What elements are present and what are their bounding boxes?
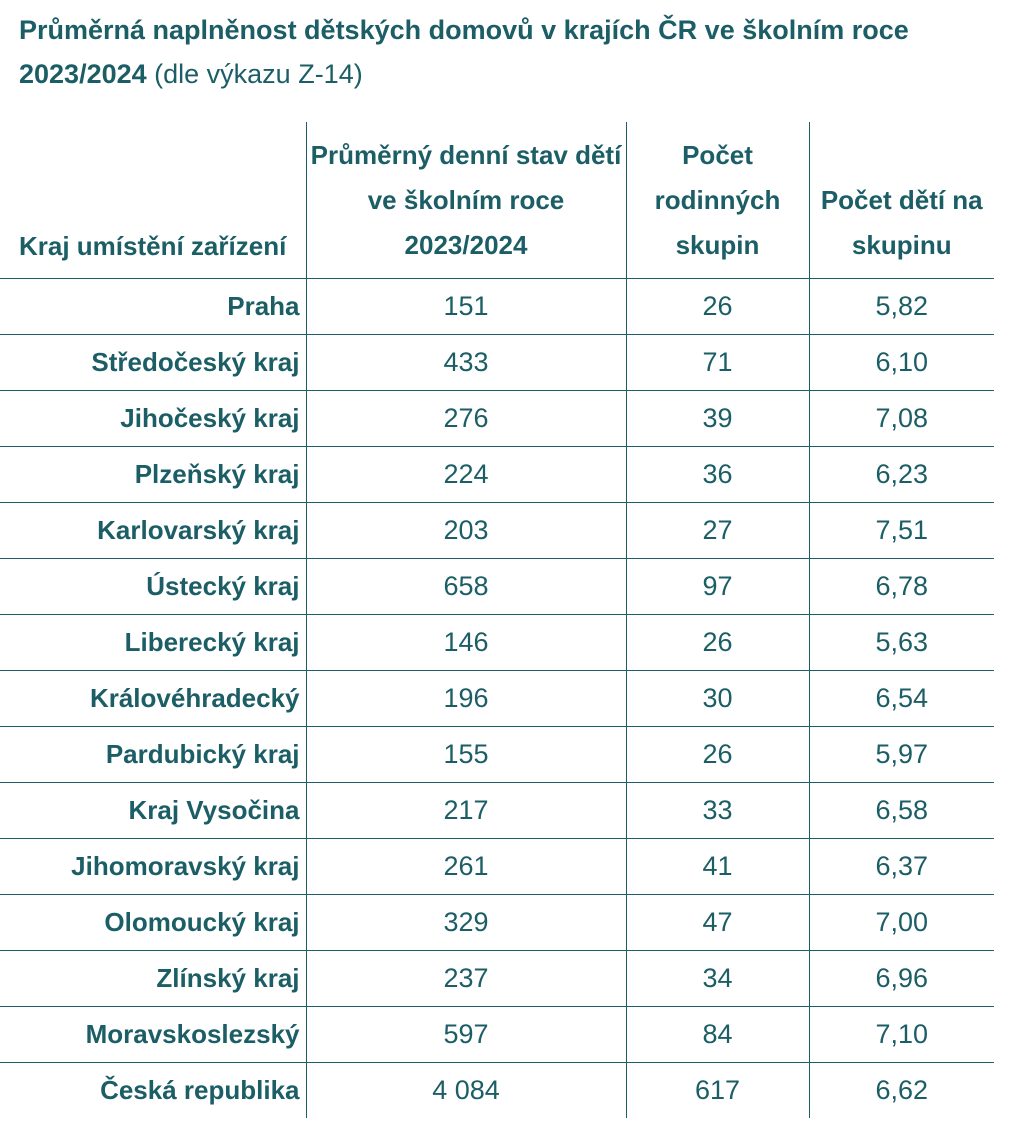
region-name: Pardubický kraj (0, 726, 306, 782)
per-group-value: 7,51 (809, 502, 994, 558)
groups-value: 47 (626, 894, 809, 950)
avg-children-value: 658 (306, 558, 626, 614)
groups-value: 27 (626, 502, 809, 558)
region-name: Praha (0, 278, 306, 334)
avg-children-value: 433 (306, 334, 626, 390)
avg-children-value: 237 (306, 950, 626, 1006)
groups-value: 26 (626, 614, 809, 670)
header-groups: Počet rodinných skupin (626, 122, 809, 278)
table-row (0, 558, 994, 614)
groups-value: 36 (626, 446, 809, 502)
per-group-value: 6,96 (809, 950, 994, 1006)
avg-children-value: 196 (306, 670, 626, 726)
total-row (0, 1062, 994, 1118)
region-name: Jihomoravský kraj (0, 838, 306, 894)
groups-value: 41 (626, 838, 809, 894)
table-row (0, 390, 994, 446)
avg-children-value: 203 (306, 502, 626, 558)
table-row (0, 894, 994, 950)
groups-value: 71 (626, 334, 809, 390)
avg-children-value: 329 (306, 894, 626, 950)
table-row (0, 502, 994, 558)
groups-value: 39 (626, 390, 809, 446)
per-group-value: 7,00 (809, 894, 994, 950)
table-row (0, 782, 994, 838)
table-row (0, 726, 994, 782)
avg-children-value: 261 (306, 838, 626, 894)
header-region: Kraj umístění zařízení (0, 122, 306, 278)
per-group-value: 7,08 (809, 390, 994, 446)
region-name: Liberecký kraj (0, 614, 306, 670)
region-name: Plzeňský kraj (0, 446, 306, 502)
groups-value: 97 (626, 558, 809, 614)
region-name: Jihočeský kraj (0, 390, 306, 446)
per-group-value: 5,82 (809, 278, 994, 334)
region-name: Ústecký kraj (0, 558, 306, 614)
per-group-value: 6,58 (809, 782, 994, 838)
per-group-value: 6,78 (809, 558, 994, 614)
avg-children-value: 217 (306, 782, 626, 838)
header-row (0, 122, 994, 278)
region-name: Moravskoslezský (0, 1006, 306, 1062)
avg-children-value: 597 (306, 1006, 626, 1062)
per-group-value: 6,62 (809, 1062, 994, 1118)
per-group-value: 6,23 (809, 446, 994, 502)
avg-children-value: 151 (306, 278, 626, 334)
groups-value: 30 (626, 670, 809, 726)
region-name: Královéhradecký (0, 670, 306, 726)
table-row (0, 838, 994, 894)
avg-children-value: 146 (306, 614, 626, 670)
table-row (0, 1006, 994, 1062)
header-avg-children: Průměrný denní stav dětí ve školním roce 2023/2024 (306, 122, 626, 278)
per-group-value: 6,37 (809, 838, 994, 894)
avg-children-value: 276 (306, 390, 626, 446)
per-group-value: 6,54 (809, 670, 994, 726)
region-name: Karlovarský kraj (0, 502, 306, 558)
region-name: Zlínský kraj (0, 950, 306, 1006)
region-name: Kraj Vysočina (0, 782, 306, 838)
region-name: Středočeský kraj (0, 334, 306, 390)
per-group-value: 5,63 (809, 614, 994, 670)
groups-value: 26 (626, 726, 809, 782)
table-row (0, 278, 994, 334)
title-source-note: (dle výkazu Z-14) (146, 59, 363, 89)
table-row (0, 334, 994, 390)
table-row (0, 614, 994, 670)
table-row (0, 446, 994, 502)
region-name: Olomoucký kraj (0, 894, 306, 950)
avg-children-value: 224 (306, 446, 626, 502)
groups-value: 26 (626, 278, 809, 334)
per-group-value: 7,10 (809, 1006, 994, 1062)
table-row (0, 950, 994, 1006)
groups-value: 84 (626, 1006, 809, 1062)
title-main: Průměrná naplněnost dětských domovů v krajích ČR ve školním roce 2023/2024 (19, 15, 909, 89)
header-per-group: Počet dětí na skupinu (809, 122, 994, 278)
table-row (0, 670, 994, 726)
avg-children-value: 155 (306, 726, 626, 782)
region-name: Česká republika (100, 1074, 300, 1105)
per-group-value: 5,97 (809, 726, 994, 782)
per-group-value: 6,10 (809, 334, 994, 390)
page-title (19, 8, 999, 96)
occupancy-table (0, 122, 994, 1118)
groups-value: 33 (626, 782, 809, 838)
groups-value: 34 (626, 950, 809, 1006)
avg-children-value: 4 084 (306, 1062, 626, 1118)
groups-value: 617 (626, 1062, 809, 1118)
